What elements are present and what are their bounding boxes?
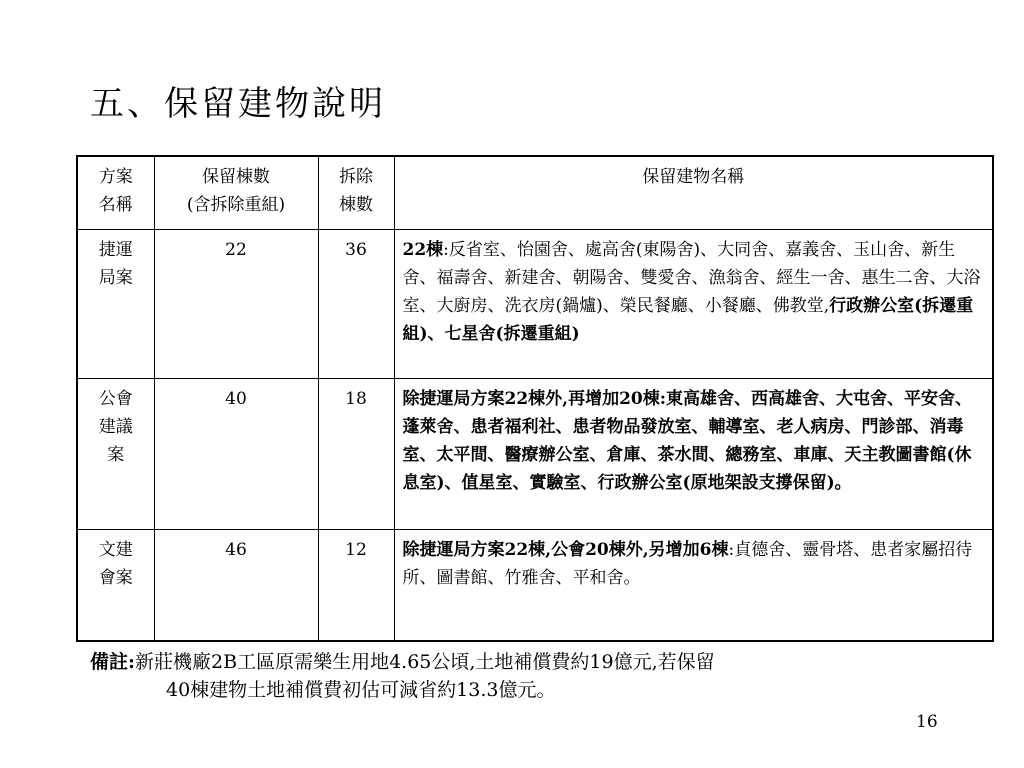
cell-names — [394, 230, 993, 379]
plan-line: 文建 — [98, 540, 133, 560]
cell-kept: 46 — [154, 530, 318, 642]
names-bold: 除捷運局方案22棟,公會20棟外,另增加6棟 — [402, 540, 729, 560]
cell-kept: 22 — [154, 230, 318, 379]
cell-names — [394, 530, 993, 642]
footnote-line1: 新莊機廠2B工區原需樂生用地4.65公頃,土地補償費約19億元,若保留 — [135, 651, 715, 673]
footnote-line2: 40棟建物土地補償費初估可減省約13.3億元。 — [166, 679, 556, 701]
header-kept — [154, 156, 318, 230]
plan-line: 案 — [107, 445, 125, 465]
cell-names — [394, 379, 993, 530]
plan-line: 建議 — [98, 417, 133, 437]
retained-buildings-table — [76, 155, 994, 642]
header-demolished — [318, 156, 394, 230]
plan-line: 局案 — [98, 268, 133, 288]
header-kept-line2: (含拆除重組) — [186, 195, 286, 215]
slide-title: 五、保留建物說明 — [90, 84, 386, 124]
cell-demolished: 12 — [318, 530, 394, 642]
names-bold: 22棟 — [402, 240, 444, 260]
header-kept-line1: 保留棟數 — [202, 167, 270, 187]
footnote — [90, 648, 715, 704]
cell-kept: 40 — [154, 379, 318, 530]
names-text: :貞德舍、靈骨塔、患者家屬招待所、圖書館、竹雅舍、平和舍。 — [402, 540, 973, 588]
header-plan-line2: 名稱 — [98, 195, 133, 215]
footnote-label: 備註: — [90, 651, 136, 673]
cell-plan — [77, 379, 154, 530]
cell-demolished: 18 — [318, 379, 394, 530]
page-number: 16 — [916, 712, 938, 732]
plan-line: 會案 — [98, 568, 133, 588]
table-header-row — [77, 156, 993, 230]
plan-line: 捷運 — [98, 240, 133, 260]
header-names: 保留建物名稱 — [394, 156, 993, 230]
header-plan-line1: 方案 — [98, 167, 133, 187]
cell-plan — [77, 230, 154, 379]
cell-demolished: 36 — [318, 230, 394, 379]
table-row — [77, 379, 993, 530]
table-row — [77, 230, 993, 379]
names-text: :反省室、怡園舍、處高舍(東陽舍)、大同舍、嘉義舍、玉山舍、新生舍、福壽舍、新建舍、朝陽舍、雙愛舍、漁翁舍、經生一舍、惠生二舍、大浴室、大廚房、洗衣房(鍋爐)、榮民餐廳、小餐廳、佛教堂, — [402, 240, 981, 316]
header-plan — [77, 156, 154, 230]
names-bold: 行政辦公室(拆遷重組)、七星舍(拆遷重組) — [402, 296, 974, 344]
plan-line: 公會 — [98, 389, 133, 409]
header-demolished-line1: 拆除 — [339, 167, 373, 187]
cell-plan — [77, 530, 154, 642]
header-demolished-line2: 棟數 — [339, 195, 373, 215]
names-bold: 除捷運局方案22棟外,再增加20棟:東高雄舍、西高雄舍、大屯舍、平安舍、蓬萊舍、患者福利社、患者物品發放室、輔導室、老人病房、門診部、消毒室、太平間、醫療辦公室、倉庫、茶水間、總務室、車庫、天主教圖書館(休息室)、值星室、實驗室、行政辦公室(原地架設支撐保留)。 — [402, 389, 973, 493]
table-row — [77, 530, 993, 642]
